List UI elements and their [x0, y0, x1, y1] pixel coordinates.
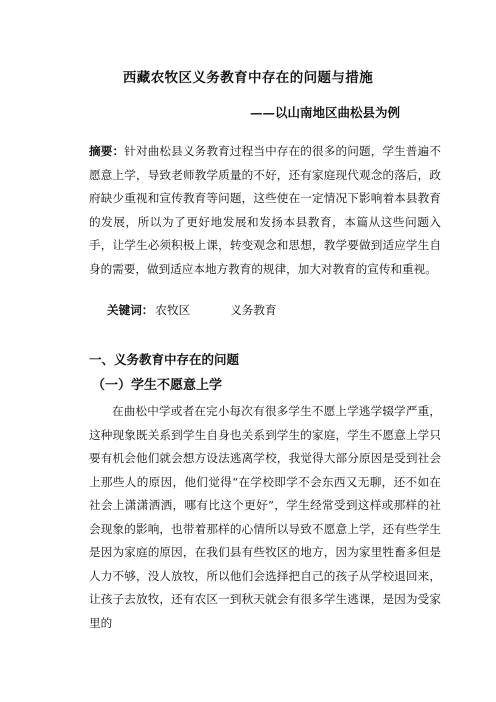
document-title: 西藏农牧区义务教育中存在的问题与措施 — [122, 70, 374, 86]
section-heading: 一、义务教育中存在的问题 — [89, 352, 240, 367]
keyword-item: 义务教育 — [230, 303, 277, 317]
body-paragraph: 在曲松中学或者在完小每次有很多学生不愿上学逃学辍学严重，这种现象既关系到学生自身也关系到学生的家庭，学生不愿意上学只要有机会他们就会想方设法逃离学校，我觉得大部分原因是受到社会上那些人的原因，他们觉得“在学校即学不会东西又无聊，还不如在社会上潇潇洒洒，哪有比这个更好”，学生经常受到这样或那样的社会现象的影响，也带着那样的心情所以导致不愿意上学，还有些学生是因为家庭的原因，在我们县有些牧区的地方，因为家里牲畜多但是人力不够，没人放牧，所以他们会选择把自己的孩子从学校退回来，让孩子去放牧，还有农区一到秋天就会有很多学生逃课，是因为受家里的 — [89, 404, 441, 630]
keywords-line — [107, 302, 277, 318]
document-subtitle: ——以山南地区曲松县为例 — [250, 105, 401, 120]
subsection-heading: （一）学生不愿意上学 — [92, 378, 223, 393]
abstract-paragraph — [89, 140, 441, 281]
keyword-item: 农牧区 — [155, 303, 191, 317]
abstract-text: 针对曲松县义务教育过程当中存在的很多的问题，学生普遍不愿意上学，导致老师教学质量的不好，还有家庭现代观念的落后，政府缺少重视和宣传教育等问题，这些使在一定情况下影响着本县教育的发展，所以为了更好地发展和发扬本县教育，本篇从这些问题入手，让学生必须积极上课，转变观念和思想，教学要做到适应学生自身的需要，做到适应本地方教育的规律，加大对教育的宣传和重视。 — [89, 144, 441, 276]
abstract-label: 摘要： — [89, 144, 125, 158]
keywords-label: 关键词： — [107, 303, 154, 317]
